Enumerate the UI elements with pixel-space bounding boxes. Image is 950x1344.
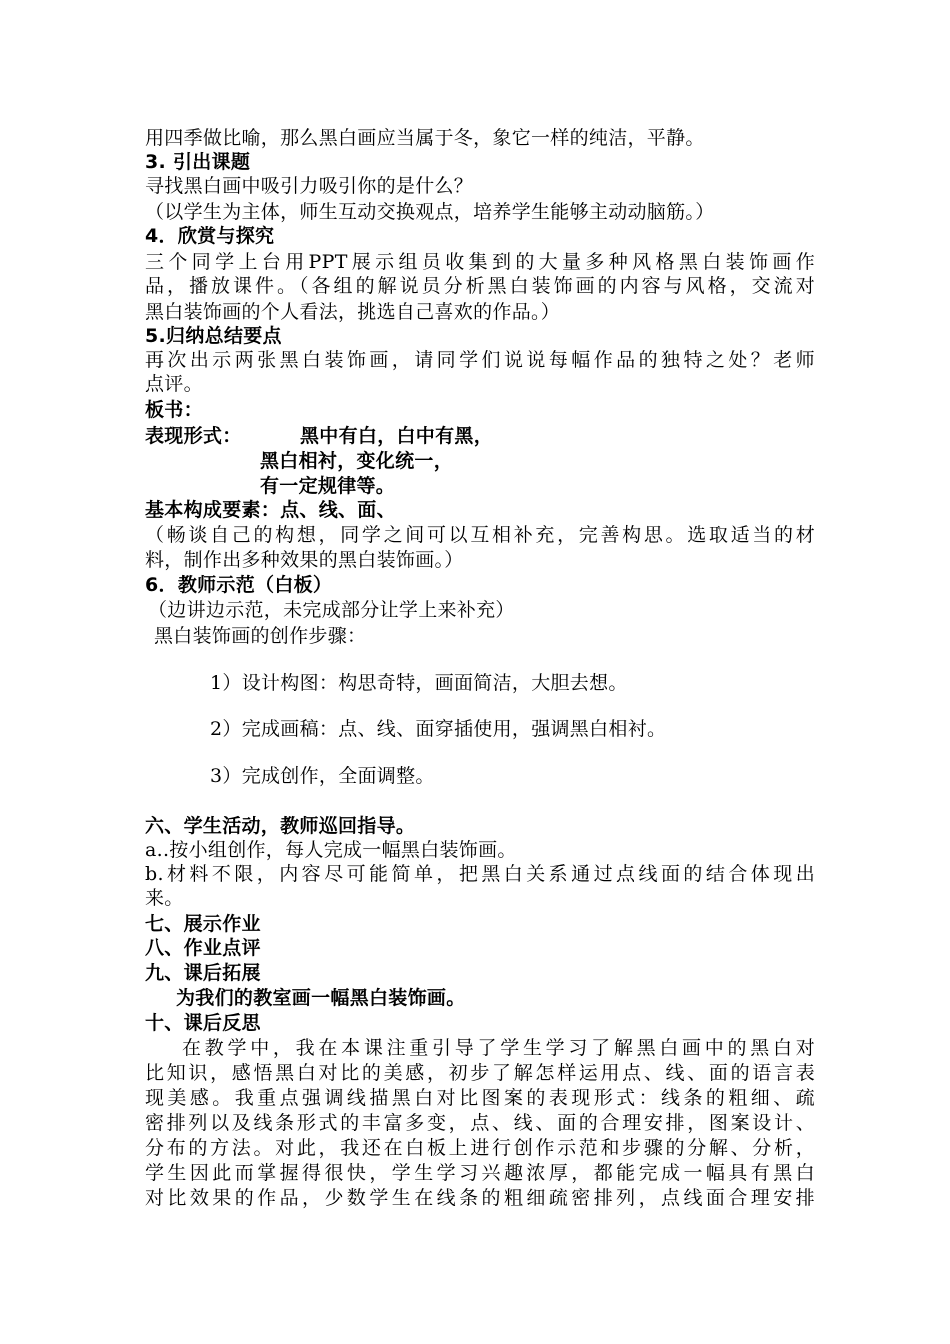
step-item: 3）完成创作，全面调整。 <box>210 765 435 787</box>
text-line: a..按小组创作，每人完成一幅黑白装饰画。 <box>145 839 517 861</box>
heading-5: 5.归纳总结要点 <box>145 325 282 347</box>
paragraph-line: 在教学中，我在本课注重引导了学生学习了解黑白画中的黑白对 <box>182 1037 815 1059</box>
text-line: 用四季做比喻，那么黑白画应当属于冬，象它一样的纯洁，平静。 <box>145 127 705 149</box>
board-label-elements: 基本构成要素：点、线、面、 <box>145 499 396 521</box>
section-heading: 六、学生活动，教师巡回指导。 <box>145 815 416 837</box>
text-line: 来。 <box>145 887 184 909</box>
section-heading: 八、作业点评 <box>145 937 261 959</box>
board-text: 黑中有白，白中有黑， <box>300 425 494 447</box>
text-line: 品，播放课件。（各组的解说员分析黑白装饰画的内容与风格，交流对 <box>145 275 815 297</box>
heading-6: 6．教师示范（白板） <box>145 574 333 596</box>
step-item: 1）设计构图：构思奇特，画面简洁，大胆去想。 <box>210 672 628 694</box>
paragraph-line: 分布的方法。对此，我还在白板上进行创作示范和步骤的分解、分析， <box>145 1137 815 1159</box>
board-heading: 板书： <box>145 399 203 421</box>
text-line: 料，制作出多种效果的黑白装饰画。） <box>145 549 464 571</box>
text-line: 黑白装饰画的创作步骤： <box>154 625 367 647</box>
board-text: 有一定规律等。 <box>260 475 396 497</box>
paragraph-line: 比知识，感悟黑白对比的美感，初步了解怎样运用点、线、面的语言表 <box>145 1062 815 1084</box>
paragraph-line: 学生因此而掌握得很快，学生学习兴趣浓厚，都能完成一幅具有黑白 <box>145 1162 815 1184</box>
section-heading: 九、课后拓展 <box>145 962 261 984</box>
heading-4: 4．欣赏与探究 <box>145 225 275 247</box>
text-line: 黑白装饰画的个人看法，挑选自己喜欢的作品。） <box>145 301 561 323</box>
paragraph-line: 现美感。我重点强调线描黑白对比图案的表现形式：线条的粗细、疏 <box>145 1087 815 1109</box>
text-line: （以学生为主体，师生互动交换观点，培养学生能够主动动脑筋。） <box>145 201 715 223</box>
heading-3: 3. 引出课题 <box>145 151 251 173</box>
text-line: 点评。 <box>145 373 203 395</box>
section-heading: 十、课后反思 <box>145 1012 261 1034</box>
text-line: 再次出示两张黑白装饰画，请同学们说说每幅作品的独特之处？老师 <box>145 349 815 371</box>
text-line: 三个同学上台用PPT展示组员收集到的大量多种风格黑白装饰画作 <box>145 251 815 273</box>
paragraph-line: 对比效果的作品，少数学生在线条的粗细疏密排列，点线面合理安排 <box>145 1187 815 1209</box>
section-heading: 七、展示作业 <box>145 913 261 935</box>
text-line: 寻找黑白画中吸引力吸引你的是什么？ <box>145 175 474 197</box>
text-line: （畅谈自己的构想，同学之间可以互相补充，完善构思。选取适当的材 <box>145 524 815 546</box>
text-line: 为我们的教室画一幅黑白装饰画。 <box>176 987 466 1009</box>
text-line: （边讲边示范，未完成部分让学上来补充） <box>148 599 515 621</box>
step-item: 2）完成画稿：点、线、面穿插使用，强调黑白相衬。 <box>210 718 667 740</box>
paragraph-line: 密排列以及线条形式的丰富多变，点、线、面的合理安排，图案设计、 <box>145 1112 815 1134</box>
board-label-form: 表现形式： <box>145 425 242 447</box>
board-text: 黑白相衬，变化统一， <box>260 450 454 472</box>
text-line: b.材料不限，内容尽可能简单，把黑白关系通过点线面的结合体现出 <box>145 863 815 885</box>
